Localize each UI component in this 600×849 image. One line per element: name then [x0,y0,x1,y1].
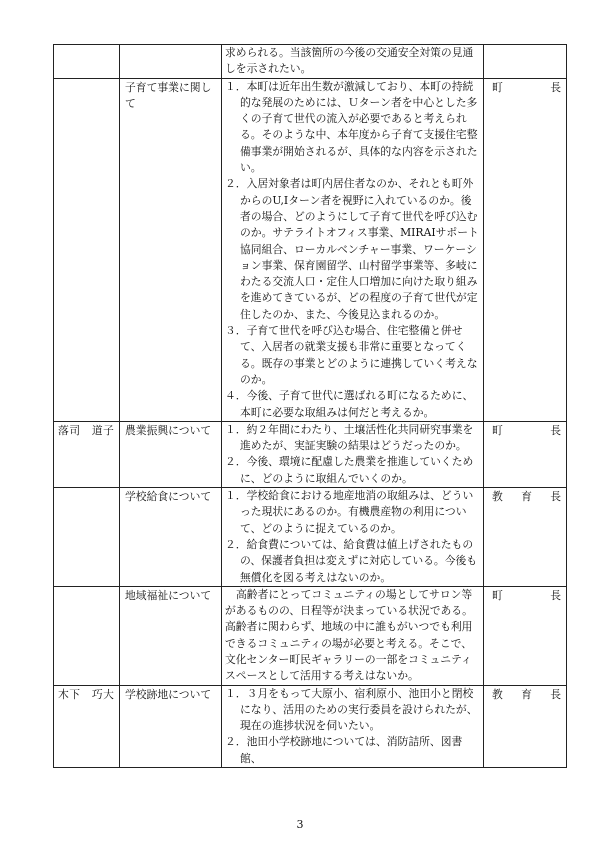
respondent-char: 長 [550,423,561,437]
respondent-char: 育 [521,687,532,701]
question-content [222,685,484,767]
respondent-char: 教 [492,490,503,504]
respondent [484,488,567,587]
question-item: ２．今後、環境に配慮した農業を推進していくために、どのように取組んでいくのか。 [225,455,474,485]
question-topic: 農業振興について [120,421,222,487]
question-content [222,78,484,421]
question-topic: 学校給食について [120,488,222,587]
question-item: １．学校給食における地産地消の取組みは、どういった現状にあるのか。有機農産物の利用について、どのように捉えているのか。 [225,489,474,535]
question-item: １．３月をもって大原小、宿利原小、池田小と閉校になり、活用のための実行委員を設けられたが、現在の進捗状況を伺いたい。 [225,686,478,733]
question-topic: 子育て事業に関して [120,78,222,421]
respondent [484,685,567,767]
question-text: 高齢者にとってコミュニティの場としてサロン等があるものの、日程等が決まっている状況である。高齢者に関わらず、地域の中に誰もがいつでも利用できるコミュニティの場が必要と考える。そこで、文化センター町民ギャラリーの一部をコミュニティスペースとして活用する考えはないか。 [225,587,473,683]
respondent [484,586,567,685]
questioner-name [54,78,120,421]
question-content [222,586,484,685]
respondent [484,45,567,79]
respondent [484,78,567,421]
table-row [54,78,567,421]
question-topic [120,45,222,79]
respondent-char: 長 [550,588,561,602]
respondent-char: 町 [492,588,503,602]
respondent-char: 長 [550,490,561,504]
question-item: １．約２年間にわたり、土壌活性化共同研究事業を進めたが、実証実験の結果はどうだったのか。 [225,422,474,453]
respondent-char: 育 [521,490,532,504]
table-row [54,488,567,587]
respondent [484,421,567,487]
question-table [53,44,567,768]
respondent-char: 長 [550,687,561,701]
table-row [54,421,567,487]
respondent-label [492,423,561,439]
respondent-char: 町 [492,423,503,437]
question-item: １．本町は近年出生数が激減しており、本町の持続的な発展のためには、Ｕターン者を中心とした多くの子育て世代の流入が必要であると考えられる。そのような中、本年度から子育て支援住宅整備事業が開始されるが、具体的な内容を示されたい。 [225,79,478,175]
questioner-name: 落司 道子 [54,421,120,487]
question-content [222,421,484,487]
question-item: ２．給食費については、給食費は値上げされたものの、保護者負担は変えずに対応している。今後も無償化を図る考えはないのか。 [225,537,478,584]
table-row [54,586,567,685]
question-text: 求められる。当該箇所の今後の交通安全対策の見通しを示されたい。 [225,46,474,76]
question-topic: 学校跡地について [120,685,222,767]
table-row [54,45,567,79]
questioner-name [54,488,120,587]
question-item: ４．今後、子育て世代に選ばれる町になるために、本町に必要な取組みは何だと考えるか。 [225,389,474,419]
question-item: ２．入居対象者は町内居住者なのか、それとも町外からのU,Iターン者を視野に入れているのか。後者の場合、どのようにして子育て世代を呼び込むのか。サテライトオフィス事業、MIRAIサポート協同組合、ローカルベンチャー事業、ワーケーション事業、保育園留学、山村留学事業等、多岐にわたる交流人口・定住人口増加に向けた取り組みを進めてきているが、どの程度の子育て世代が定住したのか、また、今後見込まれるのか。 [225,177,479,321]
question-item: ２．池田小学校跡地については、消防詰所、図書館、 [225,735,463,765]
question-content [222,488,484,587]
respondent-char: 教 [492,687,503,701]
respondent-label [492,588,561,604]
respondent-char: 長 [550,80,561,94]
table-row [54,685,567,767]
question-content [222,45,484,79]
question-item: ３．子育て世代を呼び込む場合、住宅整備と併せて、入居者の就業支援も非常に重要となってくる。既存の事業とどのように連携していく考えなのか。 [225,324,478,386]
respondent-label [492,687,561,703]
questioner-name: 木下 巧大 [54,685,120,767]
questioner-name [54,586,120,685]
respondent-char: 町 [492,80,503,94]
question-topic: 地域福祉について [120,586,222,685]
respondent-label [492,489,561,505]
respondent-label [492,80,561,96]
page-number: 3 [296,818,304,831]
questioner-name [54,45,120,79]
